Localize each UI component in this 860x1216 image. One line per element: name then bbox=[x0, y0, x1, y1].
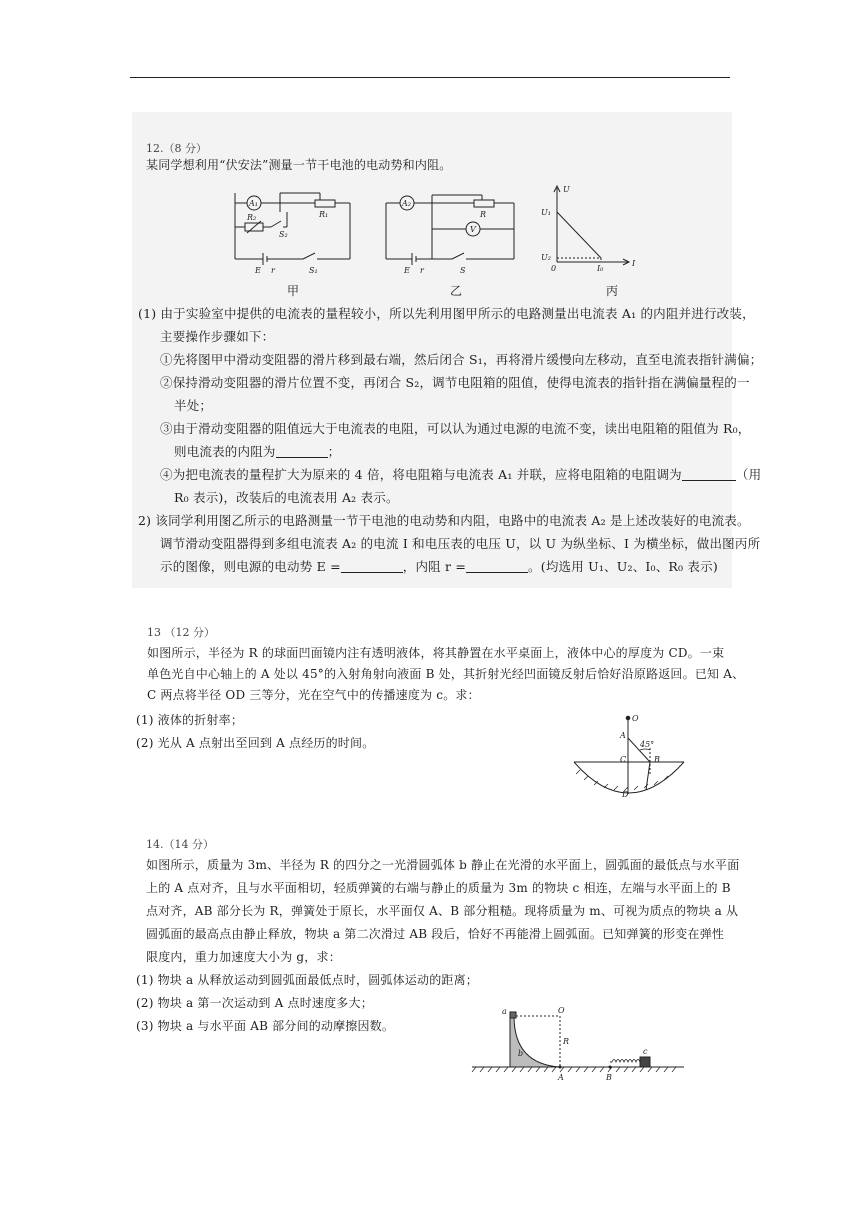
question-12 bbox=[132, 112, 763, 588]
emf-e-label: E bbox=[255, 266, 261, 275]
answer-blank-internal-resistance[interactable] bbox=[276, 445, 328, 458]
radius-r-label: R bbox=[563, 1037, 570, 1046]
graph-origin-label: 0 bbox=[551, 264, 557, 273]
r1-label: R₁ bbox=[319, 210, 329, 219]
concave-mirror-figure bbox=[572, 712, 702, 802]
graph-bing bbox=[537, 182, 637, 272]
s1-label: S₁ bbox=[309, 266, 318, 275]
point-b-label: B bbox=[654, 755, 660, 764]
arc-spring-figure bbox=[472, 1004, 692, 1094]
q13-line1: 如图所示，半径为 R 的球面凹面镜内注有透明液体，将其静置在水平桌面上，液体中心的厚度为 CD。一束 bbox=[147, 646, 725, 660]
question-12-intro: 某同学想利用“伏安法”测量一节干电池的电动势和内阻。 bbox=[146, 158, 452, 172]
q12-part1-line2: 主要操作步骤如下： bbox=[160, 329, 275, 344]
q12-step2-line2: 半处； bbox=[174, 398, 213, 413]
graph-i0-label: I₀ bbox=[597, 264, 604, 273]
q14-question1: (1) 物块 a 从释放运动到圆弧面最低点时，圆弧体运动的距离； bbox=[136, 973, 478, 987]
question-13-head: 13 （12 分） bbox=[147, 626, 215, 639]
q12-part2-end: 。(均选用 U₁、U₂、I₀、R₀ 表示) bbox=[528, 559, 718, 574]
switch-s-label: S bbox=[460, 266, 466, 275]
circuit-jia bbox=[225, 187, 355, 275]
voltmeter-v-label: V bbox=[470, 225, 476, 234]
q12-emf-text: 示的图像，则电源的电动势 E = bbox=[160, 559, 341, 574]
q14-question3: (3) 物块 a 与水平面 AB 部分间的动摩擦因数。 bbox=[136, 1019, 395, 1033]
q12-step3-text: 则电流表的内阻为 bbox=[174, 444, 276, 459]
graph-u2-label: U₂ bbox=[541, 253, 551, 262]
resistance-r-label: r bbox=[271, 266, 275, 275]
ammeter-a2-label: A₂ bbox=[402, 199, 411, 208]
q12-step4-line1 bbox=[160, 465, 761, 483]
q13-question2: (2) 光从 A 点射出至回到 A 点经历的时间。 bbox=[136, 736, 375, 750]
q12-part2-line3 bbox=[160, 557, 718, 575]
q14-line3: 点对齐，AB 部分长为 R，弹簧处于原长，水平面仅 A、B 部分粗糙。现将质量为 m、可视为质点的物块 a 从 bbox=[146, 904, 739, 918]
figure-label-jia: 甲 bbox=[287, 284, 300, 298]
circuit-yi bbox=[382, 187, 522, 275]
ammeter-a1-label: A₁ bbox=[249, 199, 258, 208]
answer-blank-box-resistance[interactable] bbox=[682, 468, 736, 481]
emf-e2-label: E bbox=[404, 266, 410, 275]
q12-part2-line1: 2) 该同学利用图乙所示的电路测量一节干电池的电动势和内阻，电路中的电流表 A₂ 是上述改装好的电流表。 bbox=[138, 513, 750, 528]
question-14-head: 14.（14 分） bbox=[146, 838, 214, 851]
graph-axis-u: U bbox=[563, 185, 570, 194]
point-a-label: A bbox=[620, 731, 626, 740]
rheostat-r-label: R bbox=[480, 210, 487, 219]
point-b-ground-label: B bbox=[606, 1073, 612, 1082]
center-o-label: O bbox=[558, 1006, 565, 1015]
question-13 bbox=[132, 624, 745, 804]
top-rule bbox=[130, 77, 730, 78]
graph-axis-i: I bbox=[632, 259, 636, 268]
q12-step4-end: （用 bbox=[735, 467, 762, 482]
q12-part1-line1: (1) 由于实验室中提供的电流表的量程较小，所以先利用图甲所示的电路测量出电流表 A₁ 的内阻并进行改装， bbox=[138, 306, 755, 321]
point-d-label: D bbox=[622, 790, 629, 799]
block-c-label: c bbox=[643, 1047, 648, 1056]
question-12-head: 12.（8 分） bbox=[146, 142, 207, 155]
r2-label: R₂ bbox=[247, 213, 257, 222]
q12-r-text: ，内阻 r = bbox=[402, 559, 467, 574]
point-o-label: O bbox=[632, 714, 639, 723]
answer-blank-emf[interactable] bbox=[341, 560, 403, 573]
answer-blank-internal-r[interactable] bbox=[466, 560, 528, 573]
q12-step3-line1: ③由于滑动变阻器的阻值远大于电流表的电阻，可以认为通过电源的电流不变，读出电阻箱的阻值为 R₀， bbox=[160, 421, 751, 436]
graph-u1-label: U₁ bbox=[541, 208, 551, 217]
q12-step4-text: ④为把电流表的量程扩大为原来的 4 倍，将电阻箱与电流表 A₁ 并联，应将电阻箱的电阻调为 bbox=[160, 467, 682, 482]
q13-line2: 单色光自中心轴上的 A 处以 45°的入射角射向液面 B 处，其折射光经凹面镜反射后恰好沿原路返回。已知 A、 bbox=[147, 667, 745, 681]
q14-question2: (2) 物块 a 第一次运动到 A 点时速度多大； bbox=[136, 996, 373, 1010]
resistance-r2-label: r bbox=[420, 266, 424, 275]
point-a-ground-label: A bbox=[558, 1073, 564, 1082]
q12-step2-line1: ②保持滑动变阻器的滑片位置不变，再闭合 S₂，调节电阻箱的阻值，使得电流表的指针指在满偏量程的一 bbox=[160, 375, 750, 390]
q12-step1: ①先将图甲中滑动变阻器的滑片移到最右端，然后闭合 S₁，再将滑片缓慢向左移动，直至电流表指针满偏； bbox=[160, 352, 763, 367]
q13-question1: (1) 液体的折射率； bbox=[136, 713, 244, 727]
q14-line2: 上的 A 点对齐，且与水平面相切，轻质弹簧的右端与静止的质量为 3m 的物块 c 相连，左端与水平面上的 B bbox=[146, 881, 731, 895]
q13-line3: C 两点将半径 OD 三等分，光在空气中的传播速度为 c。求： bbox=[147, 688, 480, 702]
question-14 bbox=[132, 834, 740, 1084]
q12-step3-end: ； bbox=[327, 444, 341, 459]
q12-part2-line2: 调节滑动变阻器得到多组电流表 A₂ 的电流 I 和电压表的电压 U，以 U 为纵坐标、I 为横坐标，做出图丙所 bbox=[160, 536, 761, 551]
figure-label-yi: 乙 bbox=[450, 284, 463, 298]
figure-label-bing: 丙 bbox=[606, 284, 619, 298]
point-c-label: C bbox=[620, 755, 627, 764]
q12-step4-line2: R₀ 表示)，改装后的电流表用 A₂ 表示。 bbox=[174, 490, 399, 505]
block-a-label: a bbox=[502, 1007, 507, 1016]
q14-line4: 圆弧面的最高点由静止释放，物块 a 第二次滑过 AB 段后，恰好不再能滑上圆弧面。已知弹簧的形变在弹性 bbox=[146, 927, 725, 941]
q14-line1: 如图所示，质量为 3m、半径为 R 的四分之一光滑圆弧体 b 静止在光滑的水平面上，圆弧面的最低点与水平面 bbox=[146, 858, 740, 872]
s2-label: S₂ bbox=[279, 230, 288, 239]
q12-step3-line2 bbox=[174, 442, 340, 460]
angle-45-label: 45° bbox=[640, 740, 655, 749]
arc-body-b-label: b bbox=[518, 1049, 524, 1058]
q14-line5: 限度内，重力加速度大小为 g，求： bbox=[146, 950, 341, 964]
